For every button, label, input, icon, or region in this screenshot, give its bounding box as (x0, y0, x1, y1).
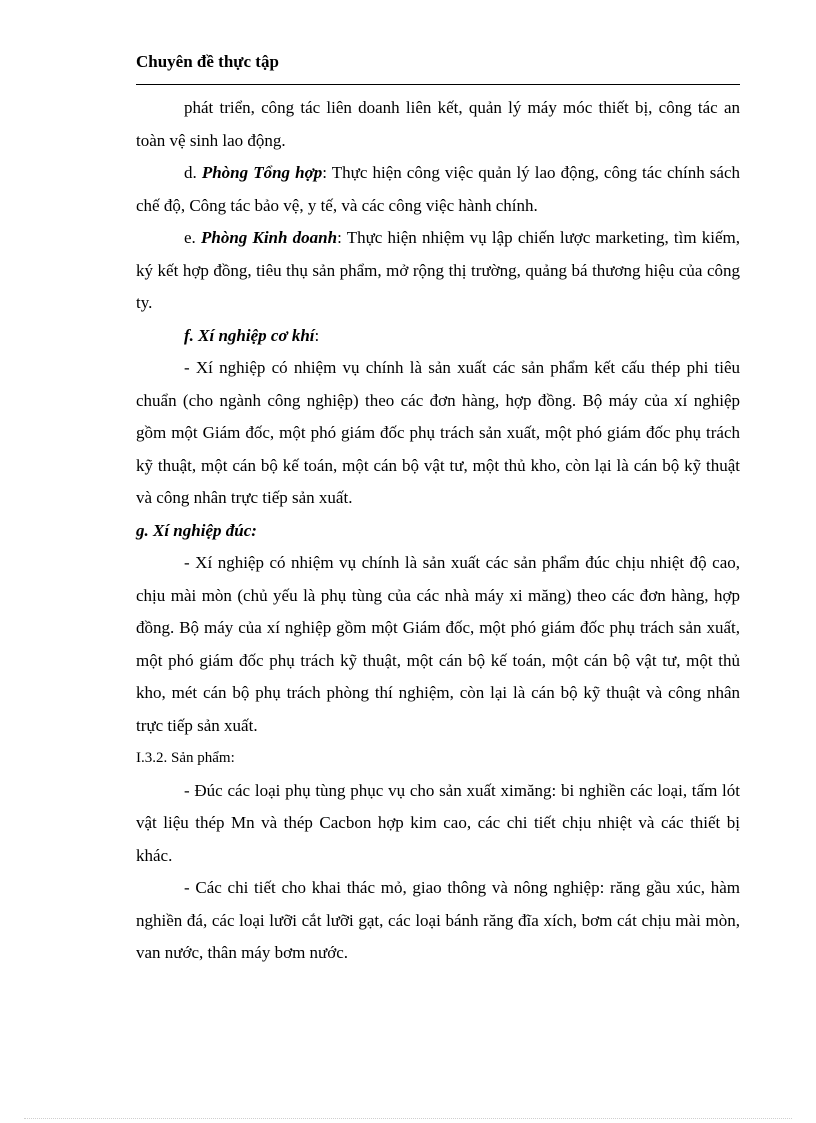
paragraph-co-khi-description (136, 352, 740, 515)
section-heading: Phòng Kinh doanh (201, 228, 338, 247)
document-body (136, 92, 740, 970)
heading-san-pham (136, 742, 740, 775)
paragraph-text: - Xí nghiệp có nhiệm vụ chính là sản xuất các sản phẩm đúc chịu nhiệt độ cao, chịu mài mòn (chủ yếu là phụ tùng của các nhà máy xi măng) theo các đơn hàng, hợp đồng. Bộ máy của xí nghiệp gồm một Giám đốc, một phó giám đốc phụ trách sản xuất, một phó giám đốc phụ trách kỹ thuật, một cán bộ kế toán, một cán bộ vật tư, một thủ kho, mét cán bộ phụ trách phòng thí nghiệm, còn lại là cán bộ kỹ thuật và công nhân trực tiếp sản xuất. (136, 553, 740, 735)
paragraph-text: : Thực hiện công việc quản lý lao động, công tác chính sách chế độ, Công tác bảo vệ, y tế, và các công việc hành chính. (136, 163, 741, 215)
section-heading: Phòng Tổng hợp (201, 163, 323, 182)
paragraph-text: - Xí nghiệp có nhiệm vụ chính là sản xuất các sản phẩm kết cấu thép phi tiêu chuẩn (cho ngành công nghiệp) theo các đơn hàng, hợp đồng. Bộ máy của xí nghiệp gồm một Giám đốc, một phó giám đốc phụ trách sản xuất, một phó giám đốc phụ trách kỹ thuật, một cán bộ kế toán, một cán bộ vật tư, một thủ kho, còn lại là cán bộ kỹ thuật và công nhân trực tiếp sản xuất. (136, 358, 740, 507)
section-heading: g. Xí nghiệp đúc: (136, 520, 257, 540)
paragraph-san-pham-2 (136, 872, 740, 970)
paragraph-text: - Các chi tiết cho khai thác mỏ, giao thông và nông nghiệp: răng gầu xúc, hàm nghiền đá, các loại lưỡi cắt lưỡi gạt, các loại bánh răng đĩa xích, bơm cát chịu mài mòn, van nước, thân máy bơm nước. (136, 878, 740, 962)
page-header-title: Chuyên đề thực tập (136, 52, 279, 71)
item-prefix: d. (184, 163, 202, 182)
paragraph-continuation (136, 92, 740, 157)
paragraph-text: phát triển, công tác liên doanh liên kết, quản lý máy móc thiết bị, công tác an toàn vệ sinh lao động. (136, 98, 740, 150)
paragraph-san-pham-1 (136, 775, 740, 873)
heading-xi-nghiep-duc (136, 515, 740, 548)
section-heading: f. Xí nghiệp cơ khí (184, 325, 315, 345)
heading-xi-nghiep-co-khi (136, 320, 740, 353)
paragraph-phong-kinh-doanh (136, 222, 740, 320)
paragraph-duc-description (136, 547, 740, 742)
item-prefix: e. (184, 228, 201, 247)
heading-colon: : (314, 325, 320, 345)
page-bottom-border (24, 1118, 792, 1119)
paragraph-text: - Đúc các loại phụ tùng phục vụ cho sản xuất ximăng: bi nghiền các loại, tấm lót vật liệu thép Mn và thép Cacbon hợp kim cao, các chi tiết chịu nhiệt và các thiết bị khác. (136, 780, 740, 865)
paragraph-text: : Thực hiện nhiệm vụ lập chiến lược marketing, tìm kiếm, ký kết hợp đồng, tiêu thụ sản phẩm, mở rộng thị trường, quảng bá thương hiệu của công ty. (136, 228, 740, 312)
paragraph-phong-tong-hop (136, 157, 740, 222)
header-divider (136, 84, 740, 85)
section-heading: I.3.2. Sản phẩm: (136, 750, 235, 766)
